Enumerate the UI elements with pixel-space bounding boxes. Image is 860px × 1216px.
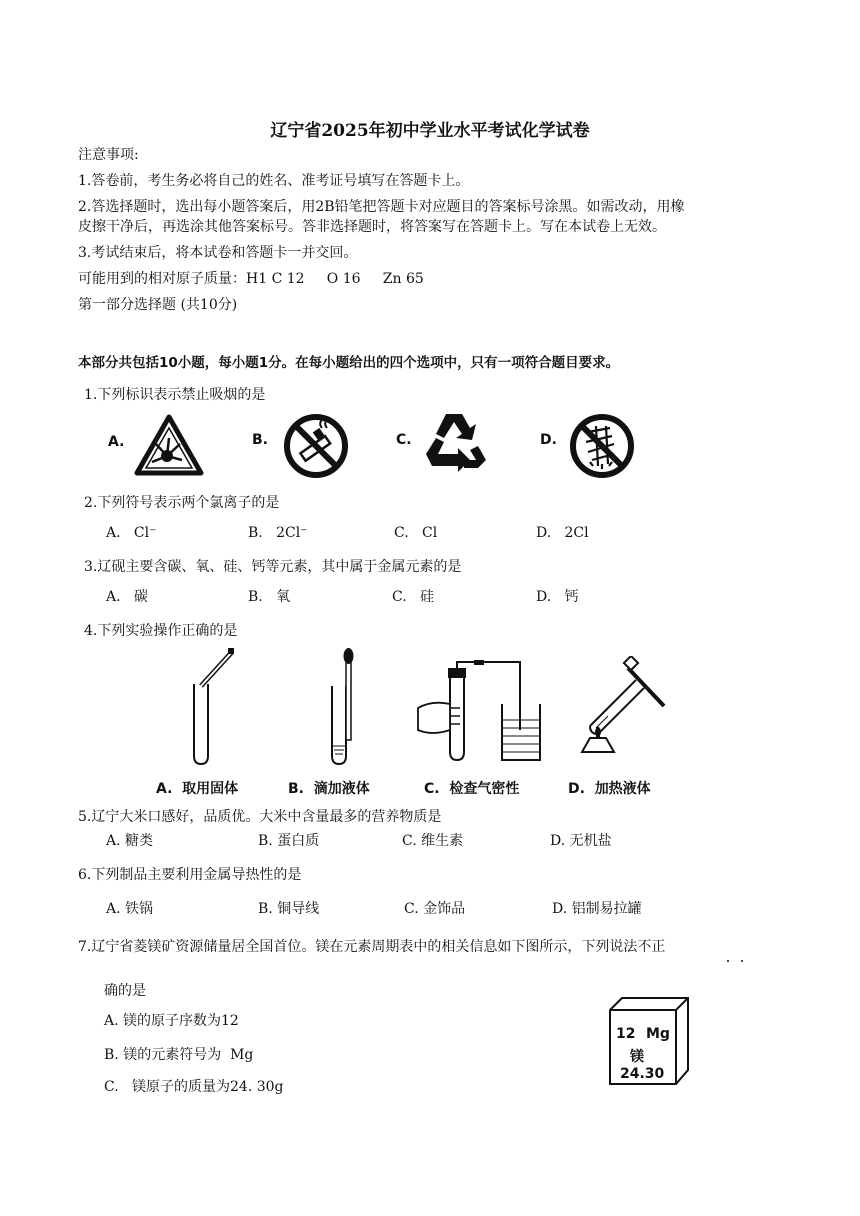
emphasis-dot <box>727 960 729 962</box>
q6-option-a: A. 铁锅 <box>106 901 154 917</box>
q1-label-a: A. <box>108 434 125 450</box>
element-mass: 24.30 <box>620 1066 665 1082</box>
q3-option-d: D. 钙 <box>536 589 579 605</box>
part-one-heading: 第一部分选择题 (共10分) <box>78 297 238 313</box>
recycling-icon <box>418 410 490 474</box>
q5-option-c: C. 维生素 <box>402 833 464 849</box>
notice-heading: 注意事项: <box>78 147 139 163</box>
add-liquid-illustration <box>318 646 368 766</box>
question-3-stem: 3.辽砚主要含碳、氧、硅、钙等元素，其中属于金属元素的是 <box>84 559 462 575</box>
q2-option-a: A. Cl⁻ <box>106 525 157 541</box>
notice-item-2-line2: 皮擦干净后，再选涂其他答案标号。答非选择题时，将答案写在答题卡上。写在本试卷上无效。 <box>78 219 666 235</box>
q5-option-d: D. 无机盐 <box>550 833 612 849</box>
q3-option-a: A. 碳 <box>106 589 148 605</box>
q6-option-b: B. 铜导线 <box>258 901 320 917</box>
heat-liquid-illustration <box>570 656 670 766</box>
q7-option-a: A. 镁的原子序数为12 <box>104 1013 239 1029</box>
q4-label-a: A. 取用固体 <box>156 781 239 797</box>
q7-option-b: B. 镁的元素符号为 Mg <box>104 1047 254 1063</box>
q3-option-c: C. 硅 <box>392 589 435 605</box>
question-4-stem: 4.下列实验操作正确的是 <box>84 623 238 639</box>
notice-item-3: 3.考试结束后，将本试卷和答题卡一并交回。 <box>78 245 358 261</box>
question-2-stem: 2.下列符号表示两个氯离子的是 <box>84 495 280 511</box>
q1-label-d: D. <box>540 432 557 448</box>
q4-label-c: C. 检查气密性 <box>424 781 520 797</box>
question-7-stem: 7.辽宁省菱镁矿资源储量居全国首位。镁在元素周期表中的相关信息如下图所示，下列说法不正 <box>78 939 666 955</box>
question-5-stem: 5.辽宁大米口感好，品质优。大米中含量最多的营养物质是 <box>78 809 442 825</box>
element-name: 镁 <box>630 1049 644 1065</box>
q5-option-b: B. 蛋白质 <box>258 833 320 849</box>
atomic-mass-line: 可能用到的相对原子质量：H1 C 12 O 16 Zn 65 <box>78 271 424 287</box>
take-solid-illustration <box>180 646 250 766</box>
q1-label-b: B. <box>252 432 268 448</box>
section-instruction: 本部分共包括10小题，每小题1分。在每小题给出的四个选项中，只有一项符合题目要求。 <box>78 355 620 371</box>
notice-item-1: 1.答卷前，考生务必将自己的姓名、准考证号填写在答题卡上。 <box>78 173 470 189</box>
element-number: 12 <box>616 1026 636 1042</box>
q1-label-c: C. <box>396 432 412 448</box>
q2-option-c: C. Cl <box>394 525 438 541</box>
question-6-stem: 6.下列制品主要利用金属导热性的是 <box>78 867 302 883</box>
q3-option-b: B. 氧 <box>248 589 291 605</box>
q2-option-b: B. 2Cl⁻ <box>248 525 308 541</box>
question-7-stem-cont: 确的是 <box>104 983 146 999</box>
no-fireworks-icon <box>568 412 636 480</box>
explosive-warning-icon <box>134 414 204 476</box>
q6-option-d: D. 铝制易拉罐 <box>552 901 642 917</box>
element-symbol: Mg <box>646 1026 670 1042</box>
q6-option-c: C. 金饰品 <box>404 901 466 917</box>
no-smoking-icon <box>282 412 350 480</box>
page-title: 辽宁省2025年初中学业水平考试化学试卷 <box>270 121 590 141</box>
q4-label-b: B. 滴加液体 <box>288 781 370 797</box>
emphasis-dot <box>741 960 743 962</box>
q2-option-d: D. 2Cl <box>536 525 589 541</box>
q4-label-d: D. 加热液体 <box>568 781 651 797</box>
question-1-stem: 1.下列标识表示禁止吸烟的是 <box>84 387 266 403</box>
airtightness-check-illustration <box>414 660 550 766</box>
notice-item-2-line1: 2.答选择题时，选出每小题答案后，用2B铅笔把答题卡对应题目的答案标号涂黑。如需改动，用橡 <box>78 199 685 215</box>
q5-option-a: A. 糖类 <box>106 833 154 849</box>
q7-option-c: C. 镁原子的质量为24. 30g <box>104 1079 284 1095</box>
